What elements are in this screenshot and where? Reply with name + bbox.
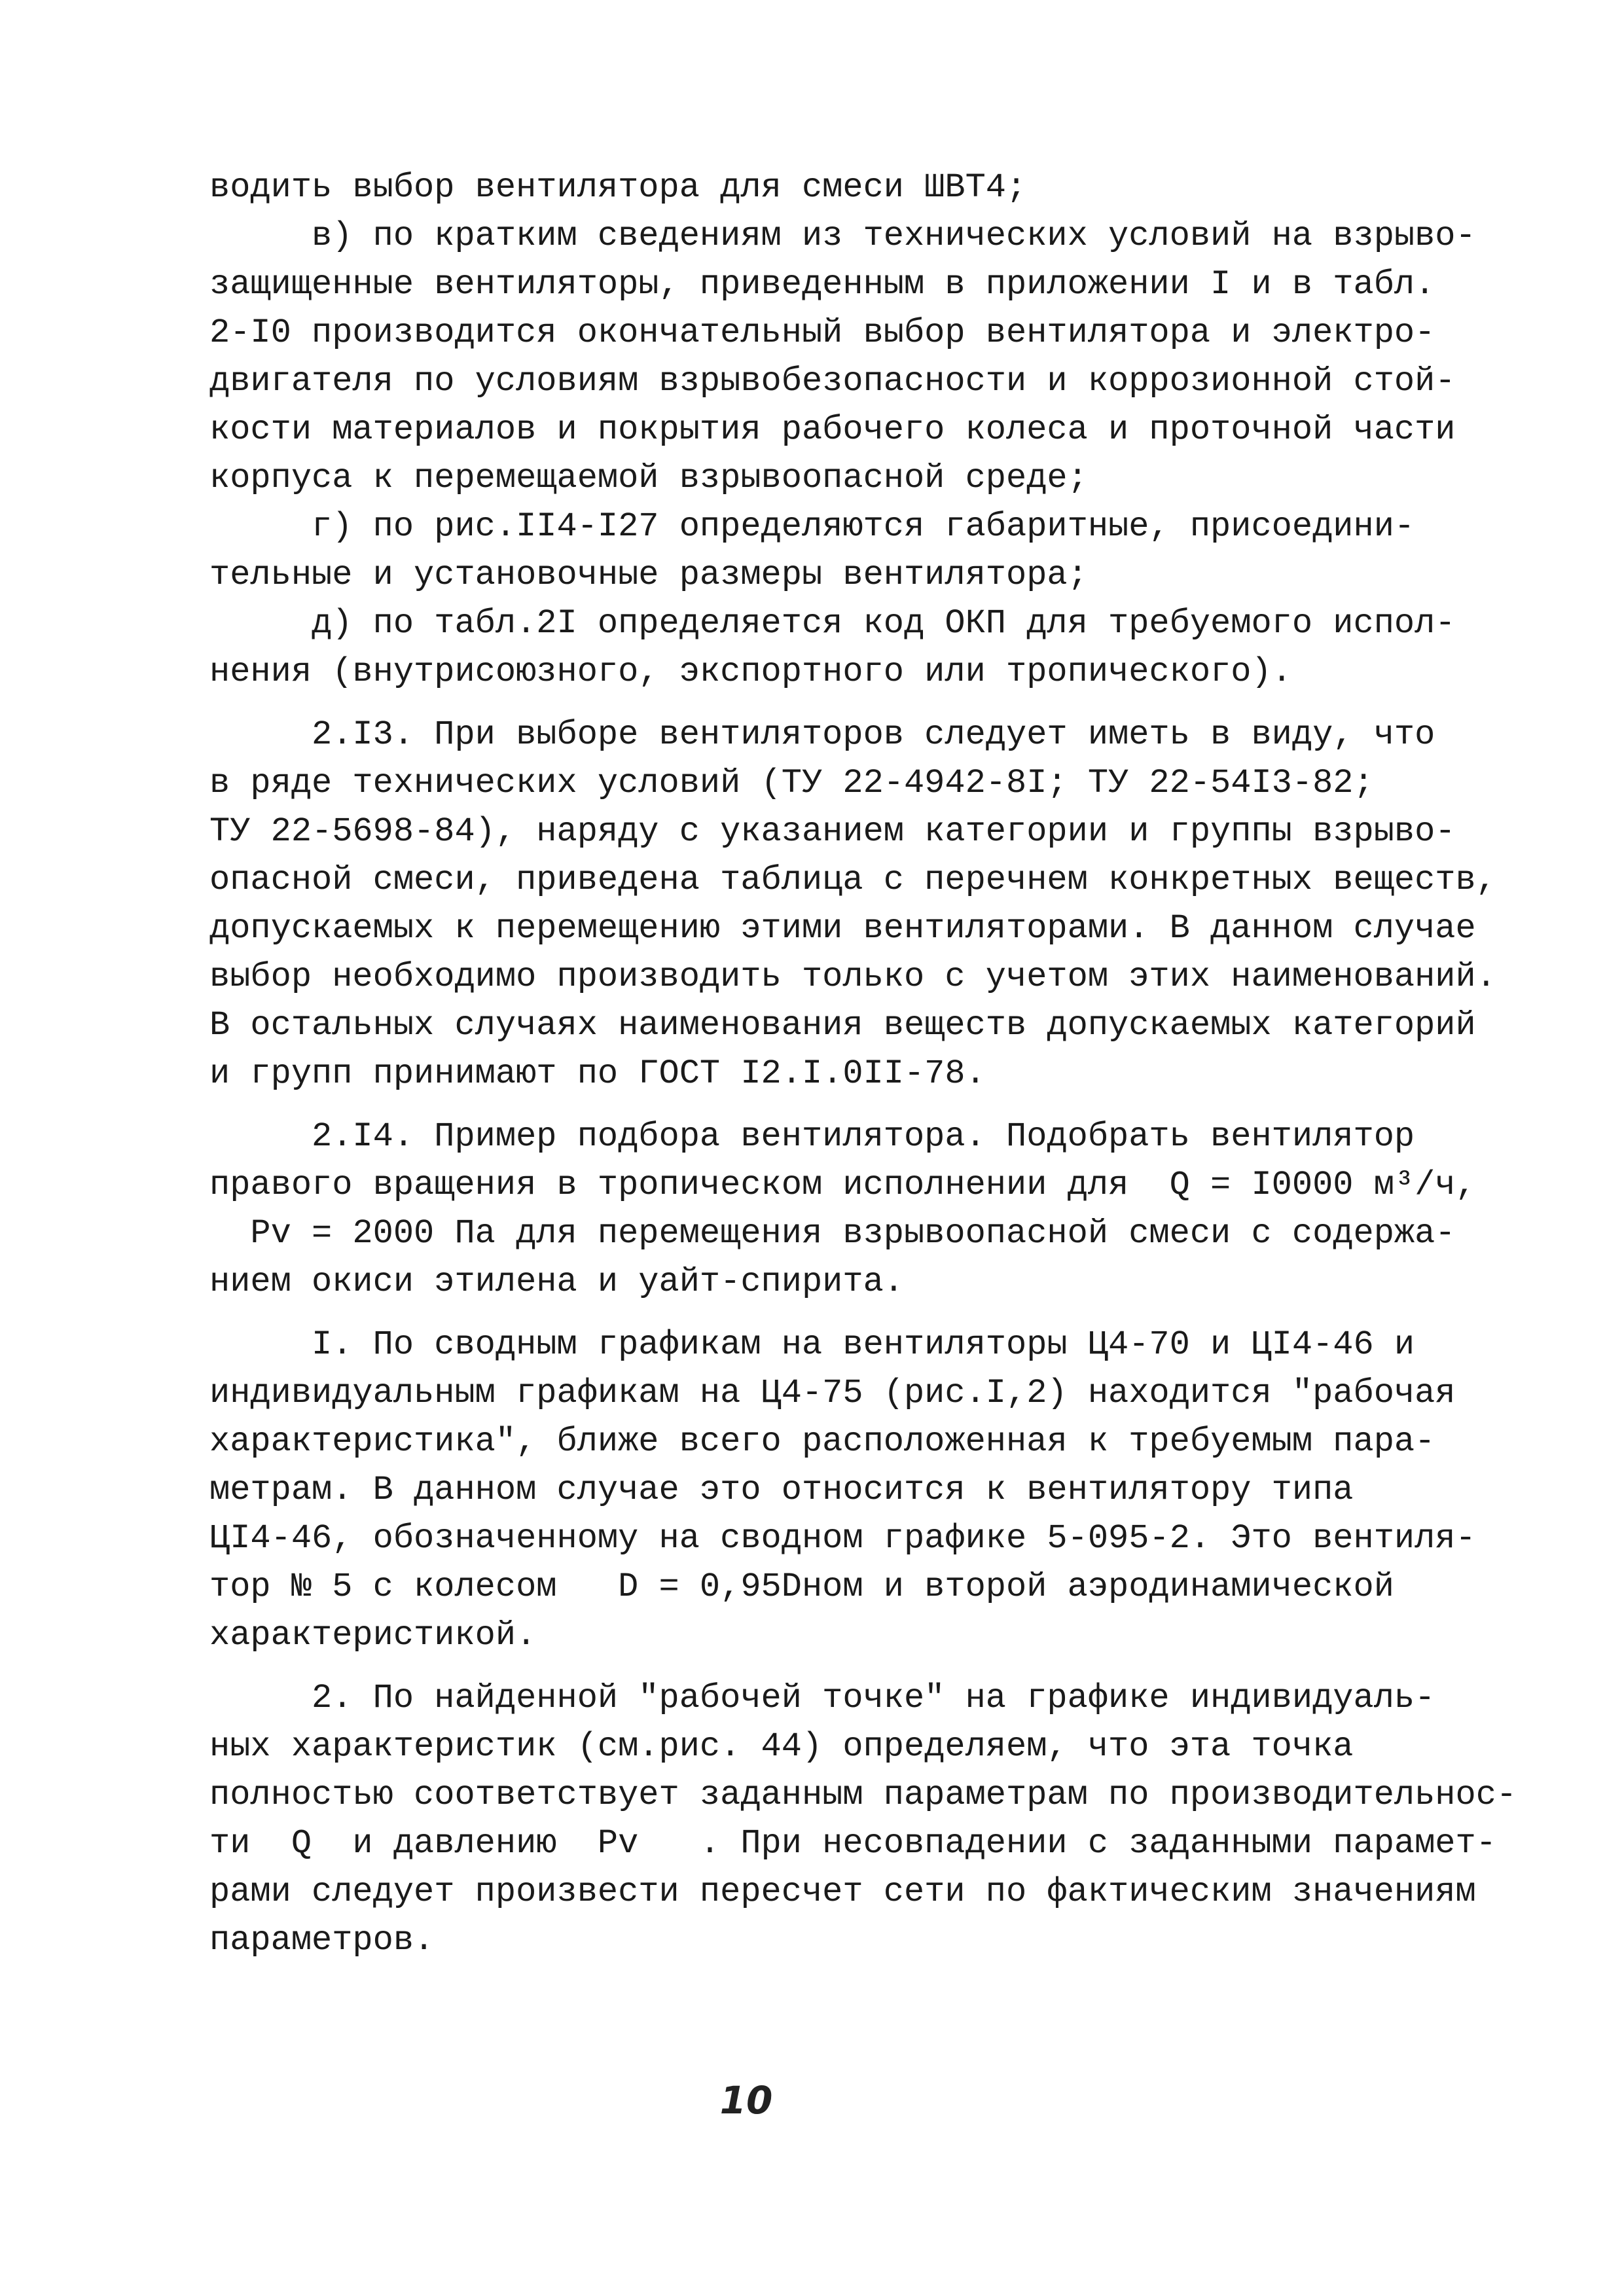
text-line: правого вращения в тропическом исполнении для Q = I0000 м³/ч, bbox=[209, 1166, 1476, 1204]
paragraph-p-item-d bbox=[209, 600, 1473, 696]
paragraph-gap bbox=[209, 1660, 1473, 1674]
paragraph-p-2-13 bbox=[209, 711, 1496, 1098]
text-line: водить выбор вентилятора для смеси ШВТ4; bbox=[209, 168, 1027, 207]
text-line: в ряде технических условий (ТУ 22-4942-8I; ТУ 22-54I3-82; bbox=[209, 764, 1374, 802]
text-line: кости материалов и покрытия рабочего колеса и проточной части bbox=[209, 410, 1456, 449]
paragraph-gap bbox=[209, 696, 1473, 711]
text-line: и групп принимают по ГОСТ I2.I.0II-78. bbox=[209, 1054, 986, 1093]
text-line: В остальных случаях наименования веществ допускаемых категорий bbox=[209, 1006, 1476, 1045]
text-line: характеристикой. bbox=[209, 1616, 537, 1655]
text-line: индивидуальным графикам на Ц4-75 (рис.I,2) находится "рабочая bbox=[209, 1374, 1456, 1412]
text-line: выбор необходимо производить только с учетом этих наименований. bbox=[209, 958, 1496, 996]
text-line: Pv = 2000 Па для перемещения взрывоопасной смеси с содержа- bbox=[209, 1214, 1456, 1253]
paragraph-gap bbox=[209, 1098, 1473, 1113]
text-line: тор № 5 с колесом D = 0,95Dном и второй аэродинамической bbox=[209, 1568, 1394, 1606]
text-line: допускаемых к перемещению этими вентиляторами. В данном случае bbox=[209, 909, 1476, 948]
text-line: ЦI4-46, обозначенному на сводном графике 5-095-2. Это вентиля- bbox=[209, 1519, 1476, 1558]
text-line: I. По сводным графикам на вентиляторы Ц4-70 и ЦI4-46 и bbox=[209, 1325, 1415, 1364]
text-line: д) по табл.2I определяется код ОКП для требуемого испол- bbox=[209, 604, 1456, 643]
text-line: ТУ 22-5698-84), наряду с указанием категории и группы взрыво- bbox=[209, 812, 1456, 851]
paragraph-p-step-1 bbox=[209, 1321, 1476, 1660]
body-text bbox=[209, 164, 1517, 1965]
page-number: 10 bbox=[719, 2078, 773, 2123]
text-line: в) по кратким сведениям из технических условий на взрыво- bbox=[209, 217, 1476, 255]
text-line: нения (внутрисоюзного, экспортного или тропического). bbox=[209, 653, 1292, 691]
text-line: метрам. В данном случае это относится к вентилятору типа bbox=[209, 1471, 1354, 1509]
text-line: характеристика", ближе всего расположенная к требуемым пара- bbox=[209, 1422, 1435, 1461]
text-line: 2.I4. Пример подбора вентилятора. Подобрать вентилятор bbox=[209, 1117, 1415, 1156]
paragraph-p-continuation-b bbox=[209, 164, 1473, 212]
paragraph-gap bbox=[209, 1306, 1473, 1321]
text-line: полностью соответствует заданным параметрам по производительнос- bbox=[209, 1776, 1517, 1814]
text-line: рами следует произвести пересчет сети по фактическим значениям bbox=[209, 1873, 1476, 1911]
text-line: тельные и установочные размеры вентилятора; bbox=[209, 556, 1088, 594]
text-line: г) по рис.II4-I27 определяются габаритные, присоедини- bbox=[209, 507, 1415, 546]
text-line: защищенные вентиляторы, приведенным в приложении I и в табл. bbox=[209, 265, 1435, 304]
paragraph-p-2-14 bbox=[209, 1113, 1476, 1306]
text-line: ти Q и давлению Pv . При несовпадении с заданными парамет- bbox=[209, 1824, 1496, 1863]
text-line: корпуса к перемещаемой взрывоопасной среде; bbox=[209, 459, 1088, 497]
paragraph-p-item-v bbox=[209, 212, 1476, 503]
paragraph-p-item-g bbox=[209, 503, 1473, 600]
text-line: 2. По найденной "рабочей точке" на графике индивидуаль- bbox=[209, 1679, 1435, 1717]
text-line: параметров. bbox=[209, 1921, 435, 1960]
text-line: 2.I3. При выборе вентиляторов следует иметь в виду, что bbox=[209, 715, 1435, 754]
text-line: двигателя по условиям взрывобезопасности и коррозионной стой- bbox=[209, 362, 1456, 401]
text-line: ных характеристик (см.рис. 44) определяем, что эта точка bbox=[209, 1727, 1354, 1766]
text-line: опасной смеси, приведена таблица с перечнем конкретных веществ, bbox=[209, 861, 1496, 899]
text-line: нием окиси этилена и уайт-спирита. bbox=[209, 1263, 904, 1301]
paragraph-p-step-2 bbox=[209, 1674, 1517, 1965]
text-line: 2-I0 производится окончательный выбор вентилятора и электро- bbox=[209, 314, 1435, 352]
